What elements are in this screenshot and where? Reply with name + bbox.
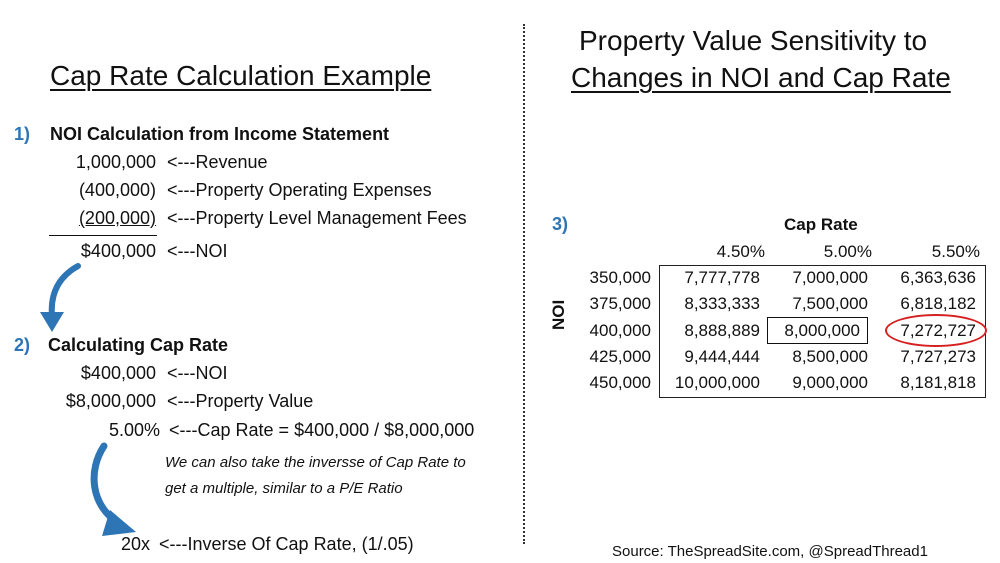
revenue-label: <---Revenue bbox=[167, 152, 268, 172]
section2-row-property-value bbox=[40, 391, 313, 412]
section2-row-cap-rate bbox=[40, 420, 474, 441]
left-title: Cap Rate Calculation Example bbox=[50, 60, 432, 91]
source-credit: Source: TheSpreadSite.com, @SpreadThread1 bbox=[612, 543, 928, 560]
col-header-4-50: 4.50% bbox=[716, 242, 765, 261]
inverse-value: 20x bbox=[120, 534, 150, 554]
opex-label: <---Property Operating Expenses bbox=[167, 180, 432, 200]
table-cell: 7,500,000 bbox=[792, 294, 868, 313]
section1-row-opex bbox=[40, 180, 432, 201]
section1-row-mgmt-fees bbox=[40, 208, 467, 229]
row-header-noi: 425,000 bbox=[589, 347, 651, 366]
table-cell: 9,000,000 bbox=[792, 373, 868, 392]
cap-noi-label: <---NOI bbox=[167, 363, 228, 383]
property-value-label: <---Property Value bbox=[167, 391, 314, 411]
cap-rate-label: <---Cap Rate = $400,000 / $8,000,000 bbox=[169, 420, 475, 440]
revenue-value: 1,000,000 bbox=[75, 152, 156, 172]
highlight-oval bbox=[885, 314, 987, 347]
highlight-box bbox=[767, 317, 868, 344]
table-cell: 8,500,000 bbox=[792, 347, 868, 366]
cap-rate-axis-label: Cap Rate bbox=[784, 215, 858, 234]
table-cell: 6,363,636 bbox=[900, 268, 976, 287]
right-title-line1: Property Value Sensitivity to bbox=[579, 25, 928, 56]
noi-axis-label: NOI bbox=[549, 299, 568, 330]
row-header-noi: 400,000 bbox=[589, 321, 651, 340]
sum-rule bbox=[49, 235, 157, 236]
curved-arrow-icon bbox=[30, 262, 90, 334]
section1-number: 1) bbox=[14, 124, 31, 144]
noi-label: <---NOI bbox=[167, 241, 228, 261]
table-cell: 7,727,273 bbox=[900, 347, 976, 366]
table-cell: 7,777,778 bbox=[684, 268, 760, 287]
inverse-note: We can also take the inversse of Cap Rate to get a multiple, similar to a P/E Ratio bbox=[165, 454, 466, 497]
right-title-line2: Changes in NOI and Cap Rate bbox=[571, 62, 951, 93]
table-cell: 7,000,000 bbox=[792, 268, 868, 287]
table-cell: 8,181,818 bbox=[900, 373, 976, 392]
section2-heading: Calculating Cap Rate bbox=[48, 335, 229, 355]
table-cell-highlighted: 8,000,000 bbox=[784, 321, 860, 340]
table-cell: 8,888,889 bbox=[684, 321, 760, 340]
table-cell: 10,000,000 bbox=[674, 373, 760, 392]
section1-row-noi bbox=[40, 241, 228, 262]
section3-number: 3) bbox=[552, 214, 569, 234]
row-header-noi: 450,000 bbox=[589, 373, 651, 392]
inverse-row bbox=[110, 534, 414, 555]
section1-heading: NOI Calculation from Income Statement bbox=[50, 124, 390, 144]
mgmt-fees-value: (200,000) bbox=[78, 208, 156, 228]
row-header-noi: 375,000 bbox=[589, 294, 651, 313]
row-header-noi: 350,000 bbox=[589, 268, 651, 287]
curved-arrow-icon bbox=[78, 440, 148, 544]
opex-value: (400,000) bbox=[78, 180, 156, 200]
noi-value: $400,000 bbox=[80, 241, 156, 261]
section2-row-noi bbox=[40, 363, 228, 384]
col-header-5-50: 5.50% bbox=[931, 242, 980, 261]
col-header-5-00: 5.00% bbox=[823, 242, 872, 261]
table-cell: 9,444,444 bbox=[684, 347, 760, 366]
mgmt-fees-label: <---Property Level Management Fees bbox=[167, 208, 467, 228]
section1-row-revenue bbox=[40, 152, 268, 173]
table-cell-circled: 7,272,727 bbox=[900, 321, 976, 340]
property-value-value: $8,000,000 bbox=[65, 391, 156, 411]
table-cell: 8,333,333 bbox=[684, 294, 760, 313]
cap-rate-value: 5.00% bbox=[108, 420, 160, 440]
inverse-label: <---Inverse Of Cap Rate, (1/.05) bbox=[159, 534, 414, 554]
dotted-divider bbox=[523, 24, 525, 544]
section2-number: 2) bbox=[14, 335, 31, 355]
cap-noi-value: $400,000 bbox=[80, 363, 156, 383]
table-cell: 6,818,182 bbox=[900, 294, 976, 313]
